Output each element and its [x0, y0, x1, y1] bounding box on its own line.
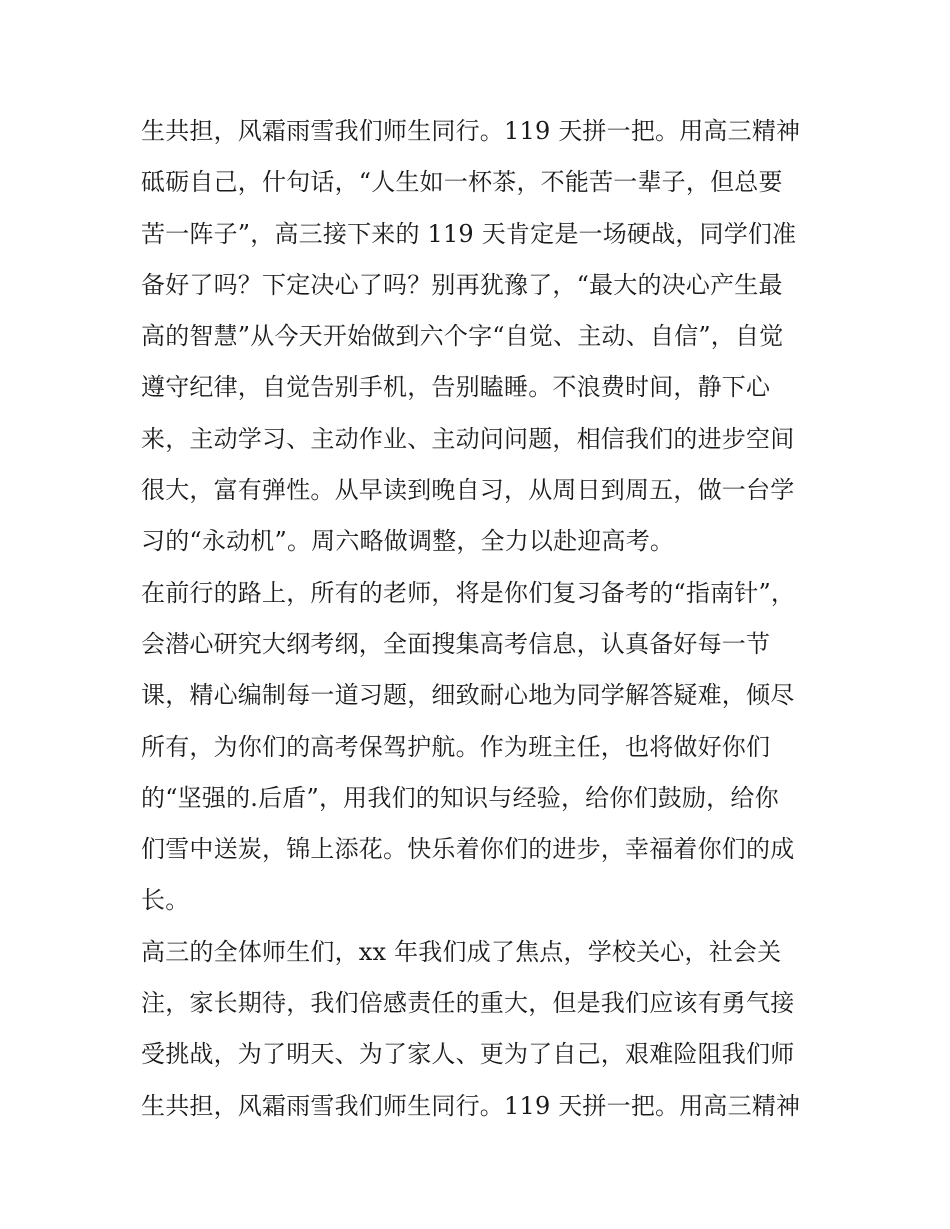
text-line: 课，精心编制每一道习题，细致耐心地为同学解答疑难，倾尽: [141, 681, 795, 710]
text-line: 们雪中送炭，锦上添花。快乐着你们的进步，幸福着你们的成: [141, 835, 795, 864]
text-line: 受挑战，为了明天、为了家人、更为了自己，艰难险阻我们师: [141, 1040, 795, 1069]
body-text: [141, 106, 821, 1132]
text-line: 生共担，风霜雨雪我们师生同行。119 天拼一把。用高三精神: [141, 117, 801, 145]
text-line: 注，家长期待，我们倍感责任的重大，但是我们应该有勇气接: [141, 989, 795, 1018]
text-line: 苦一阵子”，高三接下来的 119 天肯定是一场硬战，同学们准: [141, 219, 797, 248]
text-line: 高的智慧”从今天开始做到六个字“自觉、主动、自信”，自觉: [141, 322, 784, 351]
text-line: 砥砺自己，什句话，“人生如一杯茶，不能苦一辈子，但总要: [141, 168, 783, 197]
text-line: 的“坚强的.后盾”，用我们的知识与经验，给你们鼓励，给你: [141, 783, 779, 812]
text-line: 遵守纪律，自觉告别手机，告别瞌睡。不浪费时间，静下心: [141, 373, 771, 402]
text-line: 很大，富有弹性。从早读到晚自习，从周日到周五，做一台学: [141, 476, 795, 505]
text-line: 所有，为你们的高考保驾护航。作为班主任，也将做好你们: [141, 732, 771, 761]
text-line: 会潜心研究大纲考纲，全面搜集高考信息，认真备好每一节: [141, 629, 771, 658]
text-line: 来，主动学习、主动作业、主动问问题，相信我们的进步空间: [141, 424, 795, 453]
text-line: 生共担，风霜雨雪我们师生同行。119 天拼一把。用高三精神: [141, 1091, 801, 1120]
text-line: 长。: [141, 886, 190, 915]
text-line: 习的“永动机”。周六略做调整，全力以赴迎高考。: [141, 527, 675, 556]
text-line: 在前行的路上，所有的老师，将是你们复习备考的“指南针”，: [141, 578, 796, 607]
text-line: 备好了吗？下定决心了吗？别再犹豫了，“最大的决心产生最: [141, 270, 783, 299]
text-line: 高三的全体师生们，xx 年我们成了焦点，学校关心，社会关: [141, 937, 782, 966]
